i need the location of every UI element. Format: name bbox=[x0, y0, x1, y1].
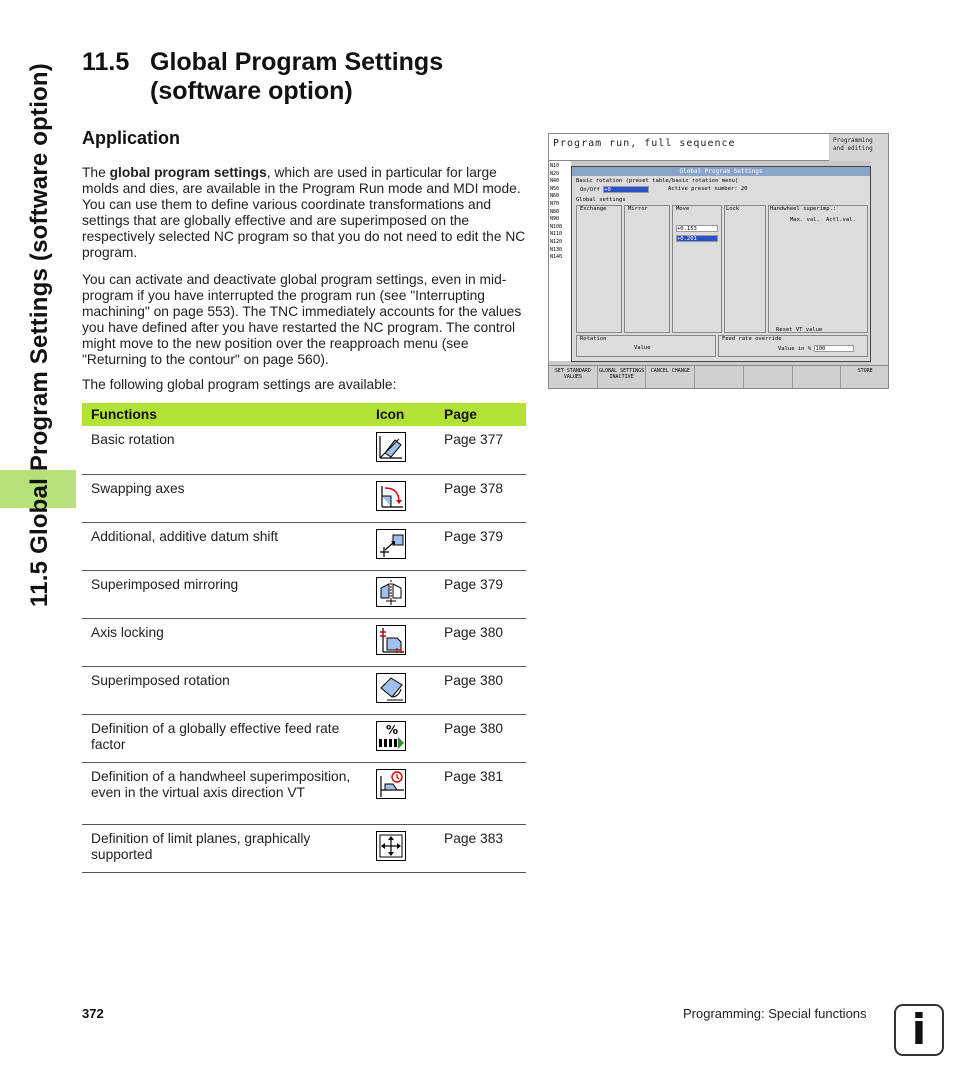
feed-override-label: Feed rate override bbox=[722, 336, 782, 342]
active-preset: Active preset number: 20 bbox=[668, 186, 748, 192]
mirror-group bbox=[624, 205, 670, 333]
softkey-empty-1[interactable] bbox=[695, 366, 744, 389]
header-icon: Icon bbox=[367, 403, 435, 426]
page-number: 372 bbox=[82, 1006, 104, 1021]
actl-val-label: Actl.val. bbox=[826, 217, 856, 223]
basic-rotation-label: Basic rotation (preset table/basic rotation menu) bbox=[576, 178, 739, 184]
swap-axes-icon bbox=[376, 481, 406, 511]
exchange-group bbox=[576, 205, 622, 333]
softkey-empty-3[interactable] bbox=[793, 366, 842, 389]
svg-text:%: % bbox=[386, 722, 399, 737]
feed-value-field[interactable]: 100 bbox=[814, 345, 854, 352]
rotation-icon bbox=[376, 673, 406, 703]
table-row bbox=[82, 824, 526, 872]
lock-group bbox=[724, 205, 766, 333]
section-title-line1: Global Program Settings bbox=[150, 48, 444, 76]
lock-label: Lock bbox=[726, 206, 740, 212]
function-name: Basic rotation bbox=[82, 426, 367, 474]
max-val-label: Max. val. bbox=[790, 217, 820, 223]
move-x-field[interactable]: +0.153 bbox=[676, 225, 718, 232]
table-row bbox=[82, 522, 526, 570]
page-ref[interactable]: Page 381 bbox=[435, 762, 526, 824]
handwheel-label: Handwheel superimp.: bbox=[770, 206, 837, 212]
global-settings-label: Global settings bbox=[576, 197, 626, 203]
subheading-application: Application bbox=[82, 128, 180, 148]
info-icon: i bbox=[894, 1004, 944, 1056]
header-functions: Functions bbox=[82, 403, 367, 426]
function-name: Definition of a globally effective feed rate factor bbox=[82, 714, 367, 762]
basic-value-field[interactable]: +0 bbox=[603, 186, 649, 193]
function-name: Definition of a handwheel superimposition, even in the virtual axis direction VT bbox=[82, 762, 367, 824]
feed-rate-icon bbox=[376, 721, 406, 751]
function-name: Superimposed rotation bbox=[82, 666, 367, 714]
program-list: N10 N20 N40 N50 N60 N70 N80 N90 N100 N110 N120 N130 N140 bbox=[549, 161, 571, 361]
move-label: Move bbox=[676, 206, 690, 212]
table-row bbox=[82, 762, 526, 824]
table-row bbox=[82, 474, 526, 522]
handwheel-group bbox=[768, 205, 868, 333]
reset-vt-checkbox[interactable]: Reset VT value bbox=[776, 327, 823, 333]
running-footer: Programming: Special functions bbox=[683, 1006, 867, 1021]
rotation-value-label: Value bbox=[634, 345, 651, 351]
page-ref[interactable]: Page 379 bbox=[435, 522, 526, 570]
page-ref[interactable]: Page 380 bbox=[435, 714, 526, 762]
screen-right-bar bbox=[871, 161, 889, 365]
softkey-cancel-change[interactable]: CANCEL CHANGE bbox=[646, 366, 695, 389]
function-name: Axis locking bbox=[82, 618, 367, 666]
screen-mode-side: Programming and editing bbox=[830, 134, 889, 161]
page-ref[interactable]: Page 379 bbox=[435, 570, 526, 618]
tnc-screenshot bbox=[548, 133, 889, 389]
basic-on-off[interactable]: On/Off bbox=[580, 187, 600, 193]
page-ref[interactable]: Page 380 bbox=[435, 618, 526, 666]
softkey-empty-2[interactable] bbox=[744, 366, 793, 389]
feed-value-label: Value in % bbox=[778, 346, 812, 352]
softkey-set-standard[interactable]: SET STANDARD VALUES bbox=[549, 366, 598, 389]
function-name: Swapping axes bbox=[82, 474, 367, 522]
axis-lock-icon bbox=[376, 625, 406, 655]
datum-shift-icon bbox=[376, 529, 406, 559]
basic-rotation-icon bbox=[376, 432, 406, 462]
global-settings-dialog bbox=[571, 166, 871, 362]
rotation-label: Rotation bbox=[580, 336, 607, 342]
page-ref[interactable]: Page 380 bbox=[435, 666, 526, 714]
function-name: Definition of limit planes, graphically supported bbox=[82, 824, 367, 872]
screen-mode-title: Program run, full sequence bbox=[549, 134, 829, 161]
side-chapter-label: 11.5 Global Program Settings (software option) bbox=[26, 63, 53, 607]
exchange-label: Exchange bbox=[580, 206, 607, 212]
softkey-store[interactable]: STORE bbox=[841, 366, 889, 389]
activation-paragraph: You can activate and deactivate global program settings, even in mid-program if you have interrupted the program run (see "Interrupting machining" on page 553). The TNC immediately accounts for the values you have defined after you have restarted the NC program. The control might move to the new position over the reapproach menu (see "Returning to the contour" on page 560). bbox=[82, 272, 522, 367]
softkey-bar bbox=[549, 365, 889, 389]
page-ref[interactable]: Page 383 bbox=[435, 824, 526, 872]
table-row bbox=[82, 426, 526, 474]
section-title-line2: (software option) bbox=[150, 77, 353, 105]
mirror-label: Mirror bbox=[628, 206, 648, 212]
page-ref[interactable]: Page 377 bbox=[435, 426, 526, 474]
move-y-field[interactable]: +0.201 bbox=[676, 235, 718, 242]
page-ref[interactable]: Page 378 bbox=[435, 474, 526, 522]
available-settings-paragraph: The following global program settings are available: bbox=[82, 377, 397, 392]
table-row bbox=[82, 618, 526, 666]
section-number: 11.5 bbox=[82, 48, 130, 76]
table-row bbox=[82, 570, 526, 618]
table-header-row bbox=[82, 403, 526, 426]
function-name: Superimposed mirroring bbox=[82, 570, 367, 618]
table-row bbox=[82, 714, 526, 762]
dialog-title: Global Program Settings bbox=[572, 167, 870, 176]
header-page: Page bbox=[435, 403, 526, 426]
function-name: Additional, additive datum shift bbox=[82, 522, 367, 570]
handwheel-icon bbox=[376, 769, 406, 799]
section-title bbox=[82, 48, 443, 106]
limit-planes-icon bbox=[376, 831, 406, 861]
softkey-global-inactive[interactable]: GLOBAL SETTINGS INACTIVE bbox=[598, 366, 647, 389]
intro-paragraph: The global program settings, which are used in particular for large molds and dies, are available in the Program Run mode and MDI mode. You can use them to define various coordinate transformations and settings that are globally effective and are superimposed on the respectively selected NC program so that you do not need to edit the NC program. bbox=[82, 165, 526, 260]
mirror-icon bbox=[376, 577, 406, 607]
table-row bbox=[82, 666, 526, 714]
functions-table bbox=[82, 403, 526, 873]
